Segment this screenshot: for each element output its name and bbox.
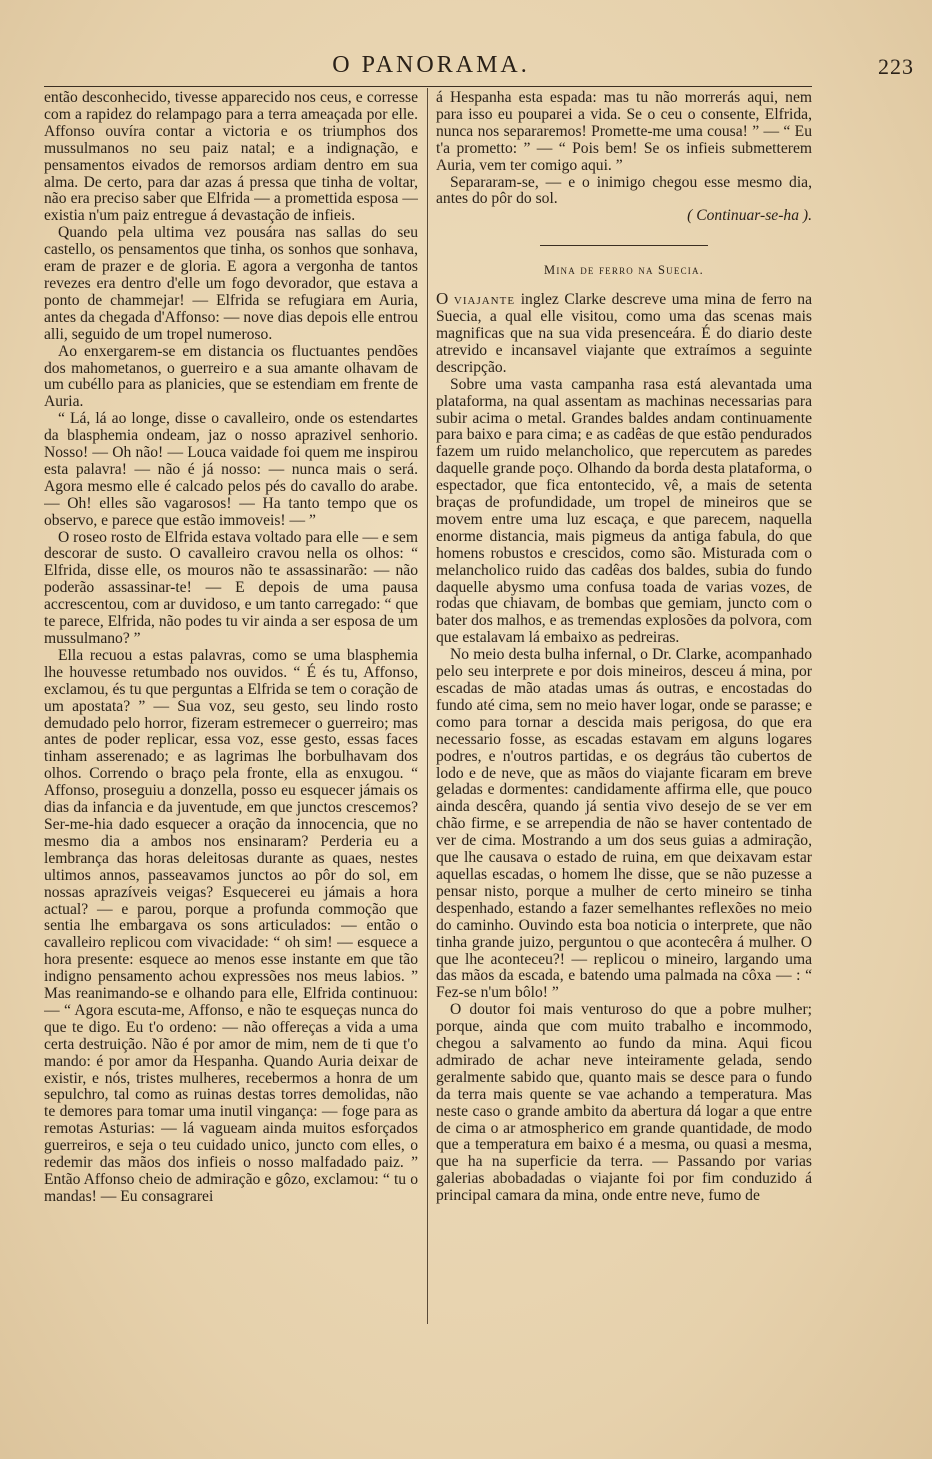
paragraph: Sobre uma vasta campanha rasa está alevantada uma plataforma, na qual assentam as machinas necessarias para subir acima o metal. Grandes baldes andam continuamente para baixo e para cima; e as cadêas de que estão pendurados fazem um ruido melancholico, que repercutem as paredes daquelle grande poço. Olhando da borda desta plataforma, o espectador, que fica entontecido, vê, a mais de setenta braças de profundidade, um tropel de mineiros que se movem entre uma luz escaça, e que parecem, naquella enorme distancia, mais pigmeus da antiga fabula, do que homens robustos e crescidos, como são. Misturada com o melancholico ruido das cadêas dos baldes, subia do fundo daquelle abysmo uma confusa toada de varias vozes, de rodas que chiavam, de bombas que gemiam, juncto com o bater dos malhos, e as tremendas explosões da polvora, com que estalavam lá embaixo as pedreiras. bbox=[436, 375, 812, 647]
paragraph: Ella recuou a estas palavras, como se uma blasphemia lhe houvesse retumbado nos ouvidos. “ É és tu, Affonso, exclamou, és tu que perguntas a Elfrida se tem o coração de um apostata? ” — Sua voz, seu gesto, seu lindo rosto demudado pelo horror, fizeram estremecer o guerreiro; mas antes de poder replicar, essa voz, esse gesto, essas faces tinham asserenado; e as lagrimas lhe borbulhavam dos olhos. Correndo o braço pela fronte, ella as enxugou. “ Affonso, proseguiu a donzella, posso eu esquecer jámais os dias da infancia e da juventude, em que junctos crescemos? Ser-me-hia dado esquecer a oração da innocencia, que no mesmo dia a ambos nos ensinaram? Perderia eu a lembrança das horas deleitosas durante as quaes, nestes ultimos annos, passeavamos junctos ao pôr do sol, em nossas aprazíveis veigas? Esquecerei eu jámais a hora actual? — e parou, porque a profunda commoção que sentia lhe embargava os sons articulados: — então o cavalleiro replicou com vivacidade: “ oh sim! — esquece a hora presente: esquece ao menos esse instante em que tão indigno pensamento achou expressões nos meus labios. ” Mas reanimando-se e olhando para elle, Elfrida continuou: — “ Agora escuta-me, Affonso, e não te esqueças nunca do que te digo. Eu t'o ordeno: — não offereças a vida a uma certa destruição. Não é por amor de mim, nem de ti que t'o mando: é por amor da Hespanha. Quando Auria deixar de existir, e nós, tristes mulheres, recebermos a honra de um sepulchro, tal como as ruinas destas torres demolidas, não te demores para tomar uma inutil vingança: — foge para as remotas Asturias: — lá vagueam ainda muitos esforçados guerreiros, e seja o teu cuidado unico, juncto com elles, o redemir das mãos dos infieis o nosso malfadado paiz. ” Então Affonso cheio de admiração e gôzo, exclamou: “ tu o mandas! — Eu consagrarei bbox=[44, 646, 418, 1205]
right-column bbox=[436, 90, 812, 1328]
page-header bbox=[40, 52, 914, 86]
first-paragraph-text: inglez Clarke descreve uma mina de ferro na Suecia, a qual elle visitou, como uma das scenas mais magnificas que na sua vida presenceára. É do diario deste atrevido e incansavel viajante que extraímos a seguinte descripção. bbox=[436, 291, 812, 376]
paragraph: “ Lá, lá ao longe, disse o cavalleiro, onde os estendartes da blasphemia ondeam, jaz o nosso aprazivel senhorio. Nosso! — Oh não! — Louca vaidade foi quem me inspirou esta palavra! — não é já nosso: — nunca mais o será. Agora mesmo elle é calcado pelos pés do cavallo do arabe. — Oh! elles são vagarosos! — Ha tanto tempo que os observo, e parece que estão immoveis! — ” bbox=[44, 410, 418, 529]
running-title: O PANORAMA. bbox=[332, 52, 530, 78]
article-title: Mina de ferro na Suecia. bbox=[544, 263, 704, 278]
column-divider bbox=[427, 88, 428, 1324]
lead-letter: O bbox=[436, 289, 449, 309]
paragraph: á Hespanha esta espada: mas tu não morrerás aqui, nem para isso eu pouparei a vida. Se o ceu o consente, Elfrida, nunca nos separaremos! Promette-me uma cousa! ” — “ Eu t'a prometto: ” — “ Pois bem! Se os infieis submetterem Auria, vem ter comigo aqui. ” bbox=[436, 90, 812, 174]
paragraph: Separaram-se, — e o inimigo chegou esse mesmo dia, antes do pôr do sol. bbox=[436, 173, 812, 208]
paragraph: Ao enxergarem-se em distancia os fluctuantes pendões dos mahometanos, o guerreiro e a sua amante olhavam de um cubéllo para as planicies, que se estendiam em frente de Auria. bbox=[44, 342, 418, 411]
header-rule bbox=[44, 86, 812, 87]
paragraph: então desconhecido, tivesse apparecido nos ceus, e corresse com a rapidez do relampago para a terra ameaçada por elle. Affonso ouvíra contar a victoria e os triumphos dos mussulmanos no seu paiz natal; e a indignação, e pensamentos eivados de remorsos ardiam dentro em sua alma. De certo, para dar azas á pressa que tinha de voltar, não era preciso saber que Elfrida — a promettida esposa — existia n'um paiz entregue á devastação de infieis. bbox=[44, 90, 418, 225]
lead-word: viajante bbox=[453, 291, 516, 309]
page-number: 223 bbox=[878, 54, 914, 79]
paragraph: O roseo rosto de Elfrida estava voltado para elle — e sem descorar de susto. O cavalleiro cravou nella os olhos: “ Elfrida, disse elle, os mouros não te assassinarão: — não poderão assassinar-te! — E depois de uma pausa accrescentou, com ar duvidoso, e um tanto carregado: “ que te parece, Elfrida, não podes tu vir ainda a ser esposa de um mussulmano? ” bbox=[44, 528, 418, 647]
section-rule bbox=[540, 245, 708, 246]
paragraph: O doutor foi mais venturoso do que a pobre mulher; porque, ainda que com muito trabalho e incommodo, chegou a salvamento ao fundo da mina. Aqui ficou admirado de achar neve inteiramente gelada, sendo geralmente sabido que, quanto mais se desce para o fundo da terra mais quente se vae achando a temperatura. Mas neste caso o grande ambito da abertura dá logar a que entre de cima o ar atmospherico em grande quantidade, de modo que a temperatura em baixo é a mesma, ou quasi a mesma, que ha na superficie da terra. — Passando por varias galerias abobadadas o viajante foi por fim conduzido á principal camara da mina, onde entre neve, fumo de bbox=[436, 1001, 812, 1205]
paragraph: No meio desta bulha infernal, o Dr. Clarke, acompanhado pelo seu interprete e por dois mineiros, desceu á mina, por escadas de mão atadas umas ás outras, e encostadas do fundo até cima, sem no meio haver logar, onde se parasse; e como para tornar a descida mais perigosa, do que era necessario fosse, as escadas estavam em alguns logares podres, e n'outros partidas, e os degráus tão cubertos de lodo e de neve, que as mãos do viajante ficaram em breve geladas e dormentes: candidamente affirma elle, que pouco ainda descêra, quando já sentia vivo desejo de se ver em chão firme, e se arrependia de não se haver contentado de ver de cima. Mostrando a um dos seus guias a admiração, que lhe causava o estado de ruina, em que deixavam estar aquellas escadas, o homem lhe disse, que se não puzesse a pensar nisto, porque a mulher de certo mineiro se tinha despenhado, estando a fazer semelhantes reflexões no meio do caminho. Ouvindo esta boa noticia o interprete, que não tinha grande juizo, perguntou o que acontecêra á mulher. O que lhe aconteceu?! — replicou o mineiro, largando uma das mãos da escada, e batendo uma palmada na côxa — : “ Fez-se n'um bôlo! ” bbox=[436, 646, 812, 1002]
article-first-paragraph bbox=[436, 291, 812, 377]
to-be-continued-note: ( Continuar-se-ha ). bbox=[687, 207, 812, 225]
left-column bbox=[44, 90, 418, 1328]
paragraph: Quando pela ultima vez pousára nas sallas do seu castello, os pensamentos que tinha, os sonhos que sonhava, eram de prazer e de gloria. E agora a vergonha de tantos revezes era dentro d'elle um fogo devorador, que estava a ponto de chammejar! — Elfrida se refugiara em Auria, antes da chegada d'Affonso: — nove dias depois elle entrou alli, seguido de um tropel numeroso. bbox=[44, 224, 418, 343]
